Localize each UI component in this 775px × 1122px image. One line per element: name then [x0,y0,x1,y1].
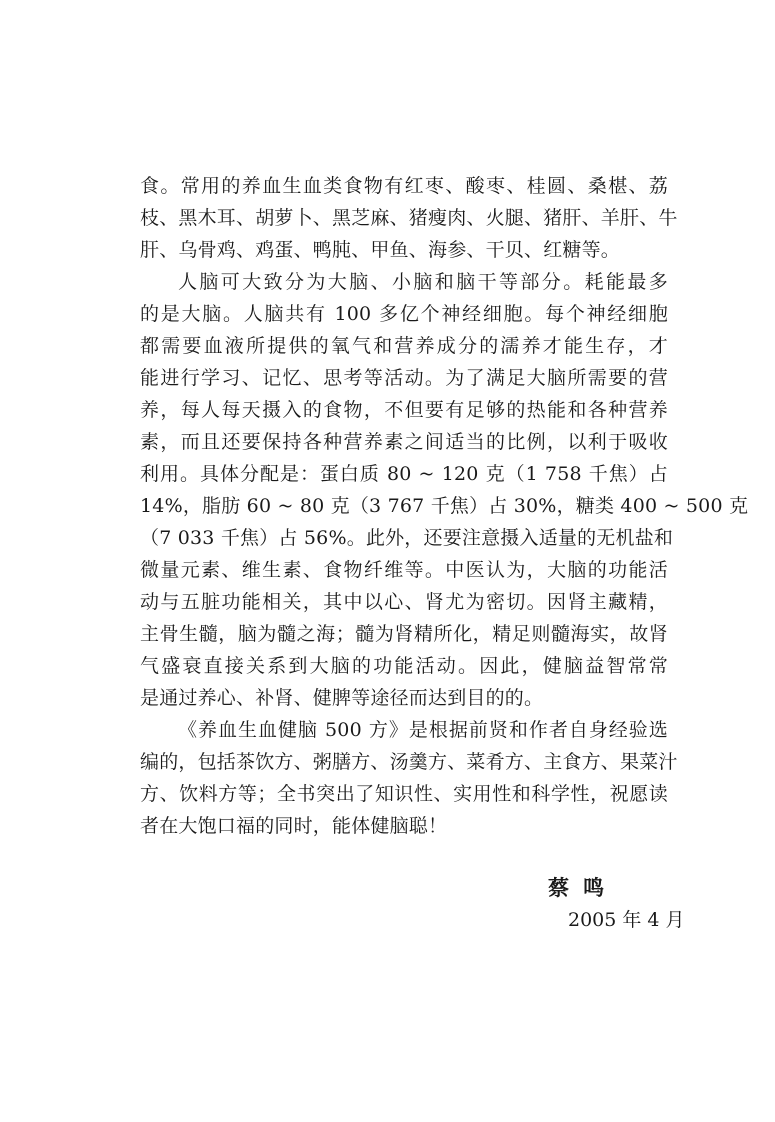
text-line: 14%，脂肪 60 ~ 80 克（3 767 千焦）占 30%，糖类 400 ~ 500 克 [140,495,749,517]
text-line: 编的，包括茶饮方、粥膳方、汤羹方、菜肴方、主食方、果菜汁 [140,751,678,773]
signature-date: 2005 年 4 月 [568,909,685,931]
text-line: 方、饮料方等；全书突出了知识性、实用性和科学性，祝愿读 [140,783,668,805]
text-line: 素，而且还要保持各种营养素之间适当的比例，以利于吸收 [140,431,668,453]
text-line: 《养血生血健脑 500 方》是根据前贤和作者自身经验选 [178,719,668,741]
text-line: 的是大脑。人脑共有 100 多亿个神经细胞。每个神经细胞 [140,303,668,325]
text-line: 都需要血液所提供的氧气和营养成分的濡养才能生存，才 [140,335,668,357]
text-line: 肝、乌骨鸡、鸡蛋、鸭肫、甲鱼、海参、干贝、红糖等。 [140,239,621,261]
text-line: 利用。具体分配是：蛋白质 80 ~ 120 克（1 758 千焦）占 [140,463,668,485]
text-line: 气盛衰直接关系到大脑的功能活动。因此，健脑益智常常 [140,655,668,677]
text-line: 人脑可大致分为大脑、小脑和脑干等部分。耗能最多 [178,271,668,293]
text-line: 养，每人每天摄入的食物，不但要有足够的热能和各种营养 [140,399,668,421]
text-line: 是通过养心、补肾、健脾等途径而达到目的的。 [140,687,544,709]
text-line: 食。常用的养血生血类食物有红枣、酸枣、桂圆、桑椹、荔 [140,175,668,197]
text-line: 枝、黑木耳、胡萝卜、黑芝麻、猪瘦肉、火腿、猪肝、羊肝、牛 [140,207,678,229]
text-line: 能进行学习、记忆、思考等活动。为了满足大脑所需要的营 [140,367,668,389]
text-line: 动与五脏功能相关，其中以心、肾尤为密切。因肾主藏精， [140,591,668,613]
author-signature: 蔡鸣 [548,875,618,900]
text-line: 者在大饱口福的同时，能体健脑聪！ [140,815,448,837]
preface-body [140,170,749,842]
text-line: （7 033 千焦）占 56%。此外，还要注意摄入适量的无机盐和 [140,527,674,549]
text-line: 微量元素、维生素、食物纤维等。中医认为，大脑的功能活 [140,559,668,581]
text-line: 主骨生髓，脑为髓之海；髓为肾精所化，精足则髓海实，故肾 [140,623,668,645]
